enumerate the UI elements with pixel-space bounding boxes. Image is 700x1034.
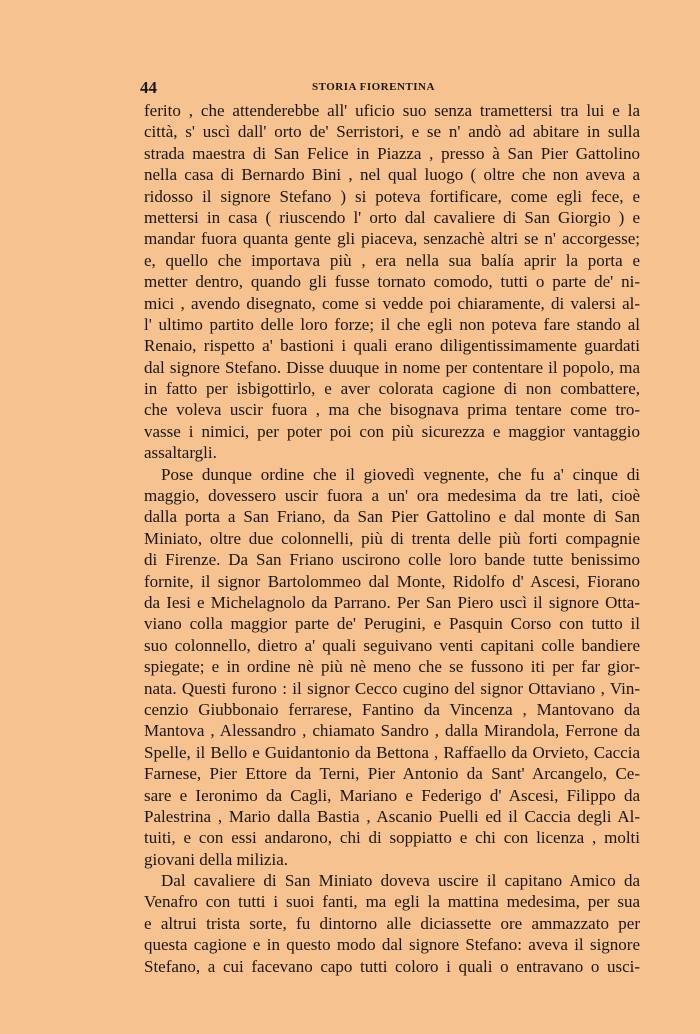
text-line: che voleva uscir fuora , ma che bisognava prima tentare come tro-: [144, 400, 640, 420]
body-text: [144, 100, 640, 977]
text-line: nella casa di Bernardo Bini , nel qual luogo ( oltre che non aveva a: [144, 165, 640, 185]
text-line: Venafro con tutti i suoi fanti, ma egli la mattina medesima, per sua: [144, 892, 640, 912]
text-line: metter dentro, quando gli fusse tornato comodo, tutti o parte de' ni-: [144, 272, 640, 292]
text-line: suo colonnello, dietro a' quali seguivano venti capitani colle bandiere: [144, 635, 640, 655]
text-line: strada maestra di San Felice in Piazza , presso à San Pier Gattolino: [144, 143, 640, 163]
page-number: 44: [140, 78, 157, 97]
text-line: vasse i nimici, per poter poi con più sicurezza e maggior vantaggio: [144, 421, 640, 441]
page-header: [140, 78, 560, 100]
text-line: Palestrina , Mario dalla Bastia , Ascanio Puelli ed il Caccia degli Al-: [144, 806, 640, 826]
text-line: ferito , che attenderebbe all' uficio suo senza tramettersi tra lui e la: [144, 101, 640, 120]
text-line: sare e Ieronimo da Cagli, Mariano e Federigo d' Ascesi, Filippo da: [144, 785, 640, 805]
text-line: di Firenze. Da San Friano uscirono colle loro bande tutte benissimo: [144, 550, 640, 570]
text-line: nata. Questi furono : il signor Cecco cugino del signor Ottaviano , Vin-: [144, 678, 640, 698]
text-line: Farnese, Pier Ettore da Terni, Pier Antonio da Sant' Arcangelo, Ce-: [144, 764, 640, 784]
text-line: in fatto per isbigottirlo, e aver colorata cagione di non combattere,: [144, 379, 640, 399]
text-line: viano colla maggior parte de' Perugini, e Pasquin Corso con tutto il: [144, 614, 640, 634]
text-line: tuiti, e con essi andarono, chi di soppiatto e chi con licenza , molti: [144, 828, 640, 848]
text-line: città, s' uscì dall' orto de' Serristori, e se n' andò ad abitare in sulla: [144, 122, 640, 142]
paragraph-end-line: assaltargli.: [144, 443, 217, 463]
text-line: Renaio, rispetto a' bastioni i quali erano diligentissimamente guardati: [144, 336, 640, 356]
paragraph-start-line: Dal cavaliere di San Miniato doveva uscire il capitano Amico da: [161, 871, 640, 891]
text-line: Mantova , Alessandro , chiamato Sandro , dalla Mirandola, Ferrone da: [144, 721, 640, 741]
text-line: dalla porta a San Friano, da San Pier Gattolino e dal monte di San: [144, 507, 640, 527]
paragraph-end-line: giovani della milizia.: [144, 849, 288, 869]
text-line: questa cagione e in questo modo dal signore Stefano: aveva il signore: [144, 935, 640, 955]
text-line: l' ultimo partito delle loro forze; il che egli non poteva fare stando al: [144, 314, 640, 334]
text-line: maggio, dovessero uscir fuora a un' ora medesima da tre lati, cioè: [144, 486, 640, 506]
text-line: spiegate; e in ordine nè più nè meno che se fussono iti per far gior-: [144, 657, 640, 677]
text-line: cenzio Giubbonaio ferrarese, Fantino da Vincenza , Mantovano da: [144, 699, 640, 719]
text-line: da Iesi e Michelagnolo da Parrano. Per San Piero uscì il signore Otta-: [144, 592, 640, 612]
text-line: dal signore Stefano. Disse duuque in nome per contentare il popolo, ma: [144, 357, 640, 377]
text-line: mandar fuora quanta gente gli piaceva, senzachè altri se n' accorgesse;: [144, 229, 640, 249]
text-line: e altrui trista sorte, fu dintorno alle diciassette ore ammazzato per: [144, 913, 640, 933]
text-line: e, quello che importava più , era nella sua balía aprir la porta e: [144, 250, 640, 270]
text-line: ridosso il signore Stefano ) si poteva fortificare, come egli fece, e: [144, 186, 640, 206]
text-line: mettersi in casa ( riuscendo l' orto dal cavaliere di San Giorgio ) e: [144, 207, 640, 227]
running-title: STORIA FIORENTINA: [312, 81, 435, 93]
text-line: mici , avendo disegnato, come si vedde poi chiaramente, di valersi al-: [144, 293, 640, 313]
text-line: Spelle, il Bello e Guidantonio da Bettona , Raffaello da Orvieto, Caccia: [144, 742, 640, 762]
paragraph-start-line: Pose dunque ordine che il giovedì vegnente, che fu a' cinque di: [161, 464, 640, 484]
text-line: fornite, il signor Bartolommeo dal Monte, Ridolfo d' Ascesi, Fiorano: [144, 571, 640, 591]
text-line: Stefano, a cui facevano capo tutti coloro i quali o entravano o usci-: [144, 956, 640, 976]
text-line: Miniato, oltre due colonnelli, più di trenta delle più forti compagnie: [144, 528, 640, 548]
